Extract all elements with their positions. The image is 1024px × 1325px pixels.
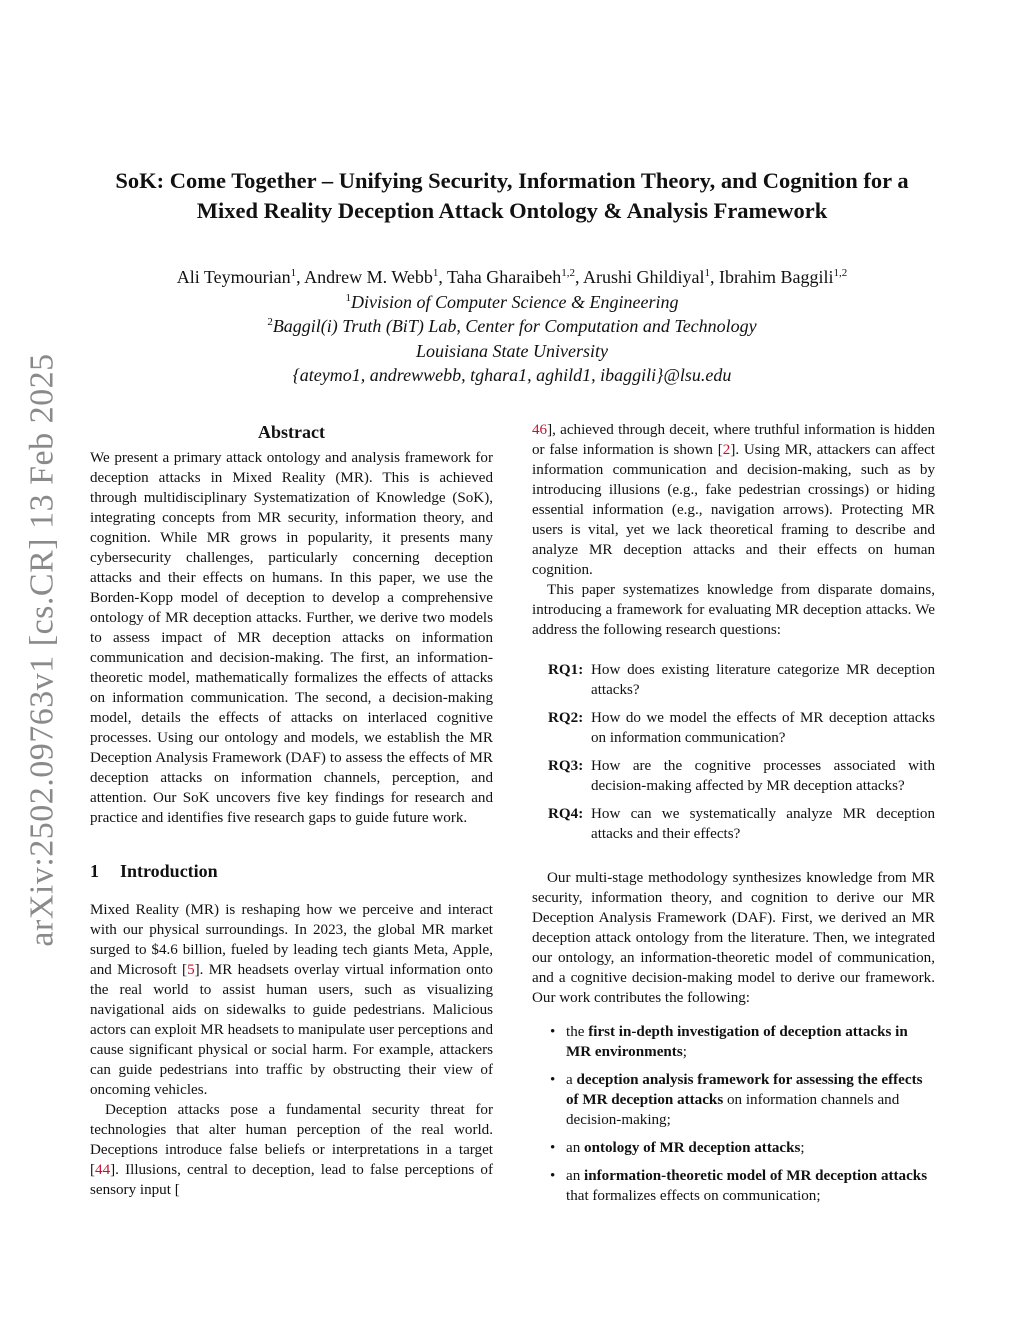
author-affiliation-sup: 1	[704, 267, 710, 279]
section-title: Introduction	[120, 861, 218, 881]
intro-paragraph-4: Our multi-stage methodology synthesizes knowledge from MR security, information theory, and cognition to derive our MR Deception Analysis Framework (DAF). First, we derived an MR deception attack ontology from the literature. Then, we integrated our ontology, an information-theoretic model of communication, and a cognitive decision-making model to derive our framework. Our work contributes the following:	[532, 870, 935, 1006]
intro-paragraph-3: This paper systematizes knowledge from disparate domains, introducing a framework for evaluating MR deception attacks. We address the following research questions:	[532, 582, 935, 638]
intro-paragraph-1: Mixed Reality (MR) is reshaping how we perceive and interact with our physical surroundings. In 2023, the global MR market surged to $4.6 billion, fueled by leading tech giants Meta, Apple, and Microsoft [5]. MR headsets overlay virtual information onto the real world to assist human users, such as visualizing navigational aids on sidewalks to guide pedestrians. Malicious actors can exploit MR headsets to manipulate user perceptions and cause significant physical or social harm. For example, attackers can guide pedestrians into traffic by obstructing their view of oncoming vehicles.	[90, 902, 493, 1098]
affiliation-2: $^2$Baggil(i) Truth (BiT) Lab, Center for Computation and Technology	[267, 316, 757, 336]
abstract-text: We present a primary attack ontology and analysis framework for deception attacks in Mixed Reality (MR). This is achieved through multidisciplinary Systematization of Knowledge (SoK), integrating concepts from MR security, information theory, and cognition. While MR grows in popularity, it presents many cybersecurity challenges, particularly concerning deception attacks and their effects on humans. In this paper, we use the Borden-Kopp model of deception to develop a comprehensive ontology of MR deception attacks. Further, we derive two models to assess impact of MR deception attacks on information communication and decision-making. The first, an information-theoretic model, mathematically formalizes the effects of attacks on information communication. The second, a decision-making model, details the effects of attacks on interlaced cognitive processes. Using our ontology and models, we establish the MR Deception Analysis Framework (DAF) to assess the effects of MR deception attacks on information channels, perception, and attention. Our SoK uncovers five key findings for research and practice and identifies five research gaps to guide future work.	[90, 450, 493, 826]
right-column	[532, 420, 935, 1214]
abstract-heading: Abstract	[258, 422, 325, 442]
list-item: • the first in-depth investigation of deception attacks in MR environments;	[550, 1024, 908, 1060]
list-item: • an information-theoretic model of MR deception attacks that formalizes effects on communication;	[550, 1168, 928, 1204]
author-block	[80, 265, 944, 388]
intro-paragraph-2-continued: 46], achieved through deceit, where truthful information is hidden or false information is shown [2]. Using MR, attackers can affect information communication and decision-making, such as by introducing illusions (e.g., fake pedestrian crossings) or hiding essential information (e.g., navigation arrows). Protecting MR users is vital, yet we lack theoretical framing to describe and analyze MR deception attacks and their effects on human cognition.	[532, 422, 936, 578]
citation-link[interactable]: 44	[95, 1162, 111, 1178]
title-line-2: Mixed Reality Deception Attack Ontology & Analysis Framework	[196, 198, 828, 223]
author-affiliation-sup: 1,2	[833, 267, 848, 279]
author-name: Ibrahim Baggili	[719, 267, 834, 287]
author-affiliation-sup: 1	[432, 267, 439, 279]
research-questions	[532, 660, 935, 844]
citation-link[interactable]: 5	[187, 962, 195, 978]
section-heading-introduction	[90, 859, 493, 883]
author-list: Ali Teymourian$^1$, Andrew M. Webb$^1$, Taha Gharaibeh$^{1,2}$, Arushi Ghildiyal$^1$, Ibrahim Baggili$^{1,2}$	[176, 267, 848, 287]
citation-link[interactable]: 2	[722, 442, 731, 458]
research-question: RQ1: How does existing literature categorize MR deception attacks?	[548, 662, 935, 698]
title-line-1: SoK: Come Together – Unifying Security, Information Theory, and Cognition for a	[115, 168, 909, 193]
left-column	[90, 420, 493, 1200]
section-number: 1	[90, 861, 99, 881]
author-name: Ali Teymourian	[176, 267, 291, 287]
research-question: RQ3: How are the cognitive processes associated with decision-making affected by MR deception attacks?	[548, 758, 935, 794]
author-affiliation-sup: 1,2	[561, 267, 575, 279]
affiliation-1: $^1$Division of Computer Science & Engineering	[345, 291, 679, 312]
author-emails: {ateymo1, andrewwebb, tghara1, aghild1, ibaggili}@lsu.edu	[292, 365, 732, 385]
paper-title	[80, 166, 944, 226]
arxiv-identifier-text: arXiv:2502.09763v1 [cs.CR] 13 Feb 2025	[24, 353, 61, 947]
intro-paragraph-2: Deception attacks pose a fundamental security threat for technologies that alter human perception of the real world. Deceptions introduce false beliefs or interpretations in a target [44]. Illusions, central to deception, lead to false perceptions of sensory input [	[90, 1102, 493, 1198]
author-affiliation-sup: 1	[290, 267, 297, 279]
author-name: Taha Gharaibeh	[447, 267, 562, 287]
list-item: • an ontology of MR deception attacks;	[550, 1140, 805, 1156]
author-name: Arushi Ghildiyal	[583, 267, 705, 287]
citation-link[interactable]: 46	[532, 422, 548, 438]
research-question: RQ2: How do we model the effects of MR deception attacks on information communication?	[548, 710, 935, 746]
contributions-list	[532, 1022, 935, 1206]
author-name: Andrew M. Webb	[304, 267, 433, 287]
university: Louisiana State University	[416, 340, 608, 361]
arxiv-identifier	[23, 355, 63, 945]
list-item: • a deception analysis framework for assessing the effects of MR deception attacks on information channels and decision-making;	[550, 1072, 923, 1128]
research-question: RQ4: How can we systematically analyze MR deception attacks and their effects?	[548, 806, 935, 842]
